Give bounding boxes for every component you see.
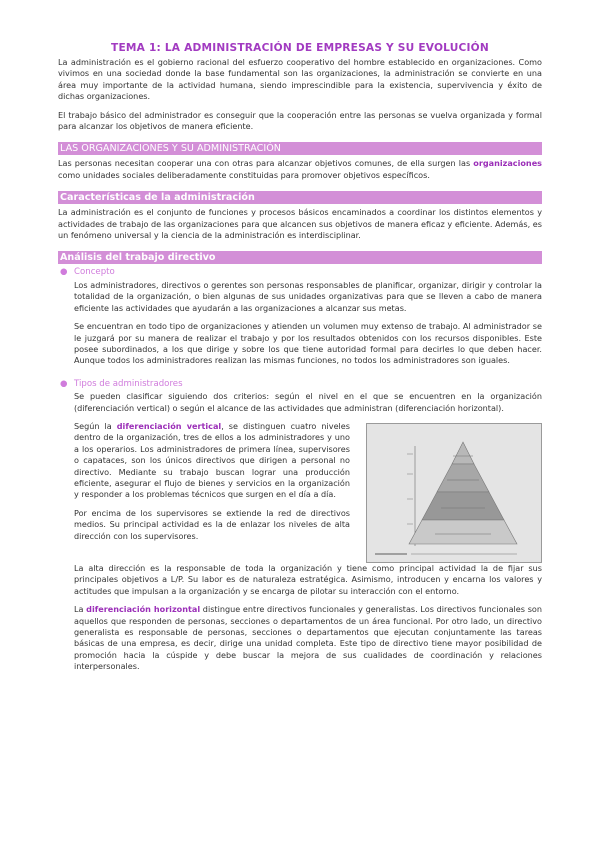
section-heading-organizaciones: LAS ORGANIZACIONES Y SU ADMINISTRACIÓN [58,142,542,155]
vertical-text-before: Según la [74,420,117,431]
pyramid-figure [366,423,542,563]
intro-paragraph-1: La administración es el gobierno racional del esfuerzo cooperativo del hombre establecido en organizaciones. Como vivimos en una sociedad donde la base fundamental son las organizaciones, la administración se convierte en una área muy importante de la actividad humana, siendo imprescindible para la existencia, supervivencia y éxito de dichas organizaciones. [58,57,542,102]
horizontal-paragraph [74,604,542,672]
caracteristicas-paragraph: La administración es el conjunto de funciones y procesos básicos encaminados a coordinar los distintos elementos y actividades de trabajo de las organizaciones para que alcancen sus objetivos de manera eficaz y eficiente. Además, es un fenómeno universal y la ciencia de la administración es interdisciplinar. [58,207,542,241]
vertical-paragraph [74,421,350,501]
vertical-highlight: diferenciación vertical [116,420,222,431]
organizaciones-paragraph [58,158,542,181]
page-title: TEMA 1: LA ADMINISTRACIÓN DE EMPRESAS Y SU EVOLUCIÓN [111,42,489,54]
subheading-tipos [58,379,542,390]
concepto-paragraph-1: Los administradores, directivos o gerentes son personas responsables de planificar, organizar, dirigir y controlar la totalidad de la organización, o bien algunas de sus unidades organizativas para que se lleven a cabo de manera eficiente las actividades que ayudarán a las organizaciones a alcanzar sus metas. [74,279,542,313]
organizaciones-text-after: como unidades sociales deliberadamente constituidas para promover objetivos específicos. [58,169,430,180]
vertical-text-after: , se distinguen cuatro niveles dentro de la organización, tres de ellos a los administradores y uno a los operarios. Los administradores de primera línea, supervisores o capataces, son los únicos directivos que dirigen a personal no directivo. Mediante su trabajo buscan lograr una producción eficiente, asegurar el flujo de bienes y servicios en la organización y responder a los problemas técnicos que surgen en el día a día. [74,420,350,500]
tipos-paragraph-1: Se pueden clasificar siguiendo dos criterios: según el nivel en el que se encuentren en la organización (diferenciación vertical) o según el alcance de las actividades que administran (diferenciación horizontal). [74,391,542,413]
subheading-concepto [58,267,542,278]
section-heading-analisis: Análisis del trabajo directivo [58,251,542,264]
subheading-tipos-label: Tipos de administradores [74,378,183,389]
pyramid-illustration [367,424,541,562]
organizaciones-text-before: Las personas necesitan cooperar una con otras para alcanzar objetivos comunes, de ella surgen las [58,158,474,169]
horizontal-text-after: distingue entre directivos funcionales y generalistas. Los directivos funcionales son aquellos que responden de personas, secciones o departamentos de un área funcional. Por otro lado, un directivo generalista es responsable de personas, secciones o departamentos que ejecutan conjuntamente las tareas básicas de una empresa, es decir, dirige una unidad completa. Este tipo de directivo tiene mayor posibilidad de promoción hacia la cúspide y debe buscar la mejora de sus cualidades de coordinación y relaciones interpersonales. [74,604,542,672]
bullet-dot-icon: ● [60,267,68,278]
bullet-dot-icon: ● [60,378,68,389]
intro-paragraph-2: El trabajo básico del administrador es conseguir que la cooperación entre las personas se vuelva organizada y formal para alcanzar los objetivos de manera eficiente. [58,109,542,132]
medios-paragraph: Por encima de los supervisores se extiende la red de directivos medios. Su principal actividad es la de enlazar los niveles de alta dirección con los supervisores. [74,507,350,541]
section-heading-caracteristicas: Características de la administración [58,191,542,204]
vertical-differentiation-block [58,421,542,563]
horizontal-highlight: diferenciación horizontal [86,604,201,615]
horizontal-text-before: La [74,604,87,615]
concepto-paragraph-2: Se encuentran en todo tipo de organizaciones y atienden un volumen muy extenso de trabajo. Al administrador se le juzgará por su manera de realizar el trabajo y por los resultados obtenidos con los recursos disponibles. Este posee subordinados, a los que dirige y sobre los que tiene autoridad formal para decirles lo que deben hacer. Aunque todos los administradores realizan las mismas funciones, no todos los administradores son iguales. [74,321,542,366]
alta-direccion-paragraph: La alta dirección es la responsable de toda la organización y tiene como principal actividad la de fijar sus principales objetivos a L/P. Su labor es de naturaleza estratégica. Asimismo, introducen y encarna los valores y actitudes que impulsan a la organización y se encarga de pilotar su interacción con el entorno. [74,562,542,596]
subheading-concepto-label: Concepto [74,267,115,278]
organizaciones-highlight: organizaciones [473,158,542,169]
